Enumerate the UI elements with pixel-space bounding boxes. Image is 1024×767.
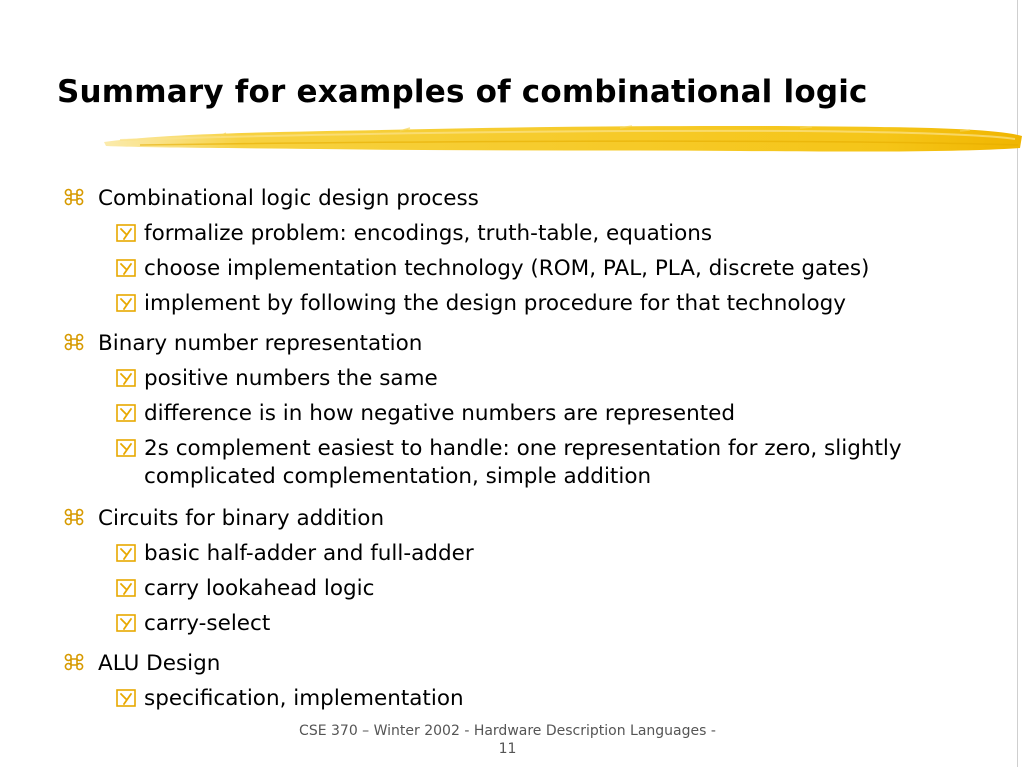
sub-bullet-text [144, 255, 869, 283]
sub-bullet-text [144, 610, 270, 638]
sub-bullet-line: positive numbers the same [144, 366, 438, 391]
slide-right-border [1017, 0, 1018, 767]
footer-course-text: CSE 370 – Winter 2002 - Hardware Description Languages - [299, 723, 716, 739]
sub-bullet-line: complicated complementation, simple addition [144, 464, 652, 489]
sub-bullet-text [144, 685, 464, 713]
section-heading-label: Binary number representation [98, 331, 423, 356]
checkbox-y-bullet-icon [116, 544, 136, 562]
sub-bullet-text [144, 435, 902, 491]
section-heading-label: Circuits for binary addition [98, 506, 385, 531]
sub-bullet-line: carry-select [144, 611, 271, 636]
sub-bullet-text [144, 540, 474, 568]
sub-bullet-text [144, 400, 735, 428]
command-key-bullet-icon [64, 652, 84, 672]
checkbox-y-bullet-icon [116, 439, 136, 457]
sub-bullet-line: difference is in how negative numbers are represented [144, 401, 736, 426]
section-heading-label: Combinational logic design process [98, 186, 479, 211]
sub-bullet-line: basic half-adder and full-adder [144, 541, 474, 566]
checkbox-y-bullet-icon [116, 369, 136, 387]
sub-bullet-line: choose implementation technology (ROM, PAL, PLA, discrete gates) [144, 256, 870, 281]
highlighter-stroke [100, 118, 1024, 160]
command-key-bullet-icon [64, 507, 84, 527]
checkbox-y-bullet-icon [116, 689, 136, 707]
section-heading-label: ALU Design [98, 651, 221, 676]
command-key-bullet-icon [64, 332, 84, 352]
footer-page-number: 11 [498, 741, 517, 757]
sub-bullet-text [144, 220, 712, 248]
command-key-bullet-icon [64, 187, 84, 207]
checkbox-y-bullet-icon [116, 614, 136, 632]
sub-bullet-text [144, 365, 438, 393]
sub-bullet-line: 2s complement easiest to handle: one representation for zero, slightly [144, 436, 902, 461]
slide-title: Summary for examples of combinational logic [57, 74, 868, 110]
sub-bullet-line: implement by following the design procedure for that technology [144, 291, 846, 316]
checkbox-y-bullet-icon [116, 579, 136, 597]
checkbox-y-bullet-icon [116, 224, 136, 242]
sub-bullet-text [144, 290, 846, 318]
checkbox-y-bullet-icon [116, 404, 136, 422]
checkbox-y-bullet-icon [116, 259, 136, 277]
sub-bullet-line: carry lookahead logic [144, 576, 375, 601]
sub-bullet-text [144, 575, 374, 603]
sub-bullet-line: specification, implementation [144, 686, 464, 711]
checkbox-y-bullet-icon [116, 294, 136, 312]
sub-bullet-line: formalize problem: encodings, truth-table, equations [144, 221, 713, 246]
slide-footer [270, 722, 745, 758]
